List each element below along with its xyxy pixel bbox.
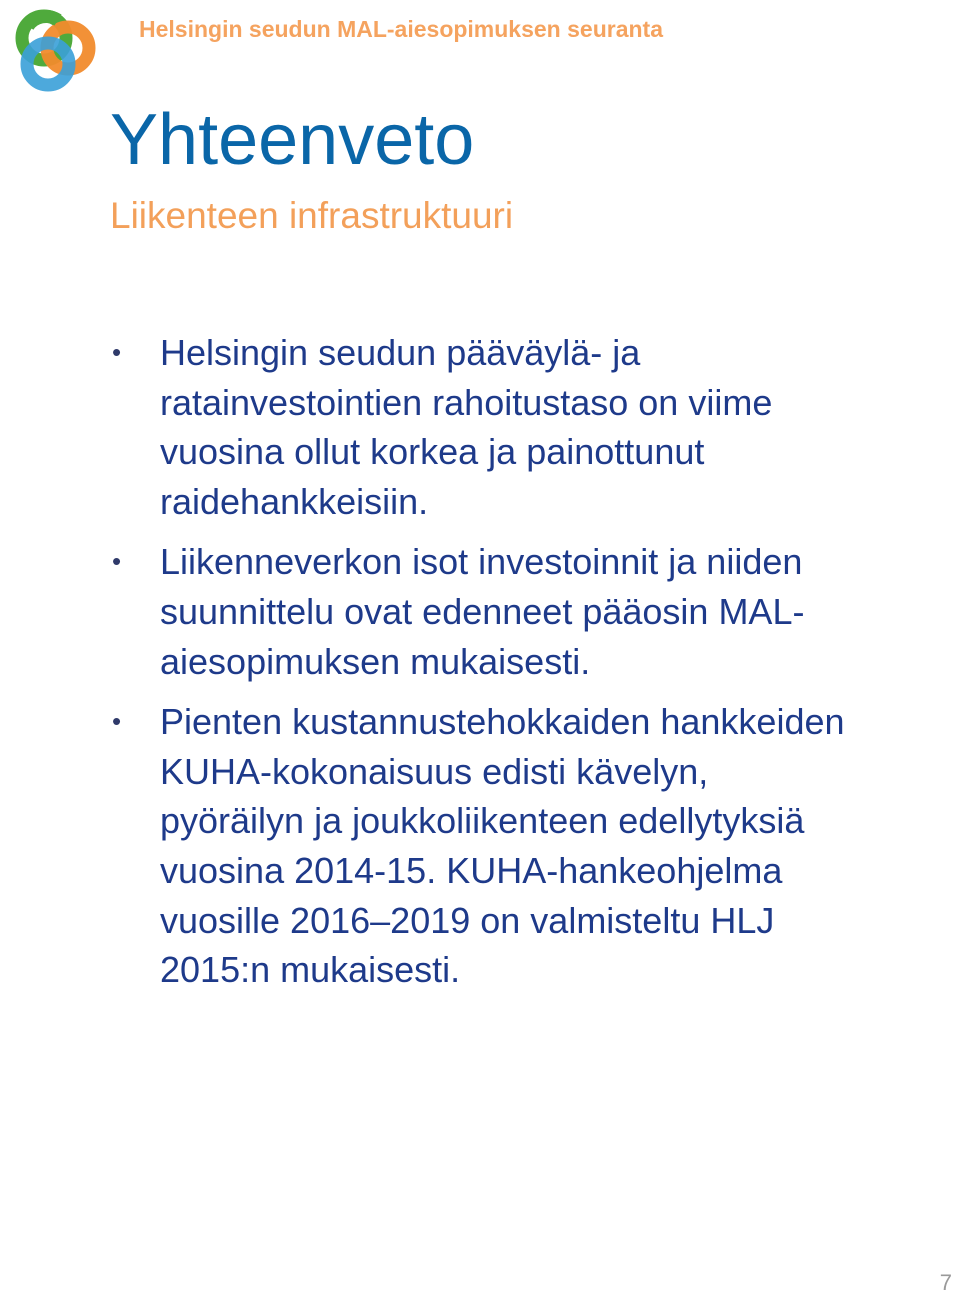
bullet-line: Pienten kustannustehokkaiden hankkeiden [160, 701, 845, 743]
bullet-dot: • [112, 706, 122, 737]
bullet-item [112, 697, 952, 995]
slide-title: Yhteenveto [110, 100, 475, 180]
bullet-line: raidehankkeisiin. [160, 480, 429, 522]
bullet-line: KUHA-kokonaisuus edisti kävelyn, [160, 750, 709, 792]
page-number: 7 [939, 1270, 952, 1295]
document-header-title: Helsingin seudun MAL-aiesopimuksen seuranta [139, 16, 663, 42]
bullet-line: ratainvestointien rahoitustaso on viime [160, 381, 773, 423]
bullet-line: vuosina 2014-15. KUHA-hankeohjelma [160, 849, 783, 891]
bullet-line: aiesopimuksen mukaisesti. [160, 640, 591, 682]
bullet-line: vuosina ollut korkea ja painottunut [160, 431, 705, 473]
bullet-line: 2015:n mukaisesti. [160, 949, 461, 991]
bullet-line: suunnittelu ovat edenneet pääosin MAL- [160, 590, 805, 632]
bullet-dot: • [112, 546, 122, 577]
bullet-dot: • [112, 337, 122, 367]
bullet-item [112, 537, 952, 686]
bullet-item [112, 328, 952, 526]
bullet-line: pyöräilyn ja joukkoliikenteen edellytyksiä [160, 800, 805, 842]
bullet-line: Helsingin seudun pääväylä- ja [160, 332, 641, 373]
interlinked-rings-logo-icon [6, 4, 102, 96]
bullet-line: vuosille 2016–2019 on valmisteltu HLJ [160, 899, 775, 941]
bullet-line: Liikenneverkon isot investoinnit ja niiden [160, 541, 803, 583]
bullet-list [112, 328, 952, 1006]
slide-subtitle: Liikenteen infrastruktuuri [110, 195, 514, 236]
